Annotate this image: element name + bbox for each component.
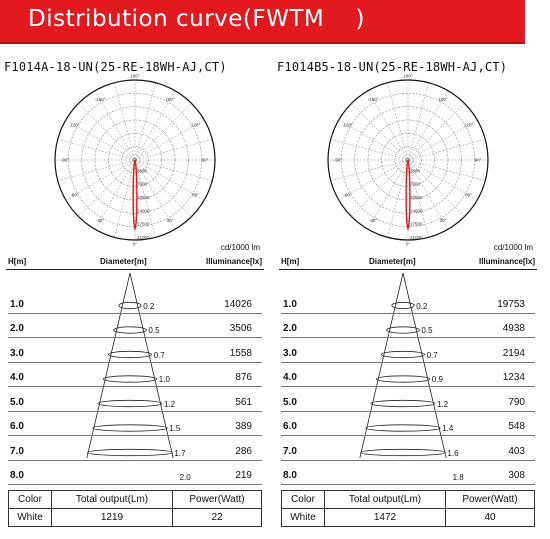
panel-left [4,60,266,538]
height-value: 2.0 [283,323,297,334]
diameter-value: 0.7 [153,350,165,360]
row-divider [281,460,535,461]
diameter-value: 0.2 [143,301,155,311]
illuminance-value: 219 [235,470,252,481]
polar-scale-label: 21000 [137,235,150,240]
height-value: 7.0 [10,445,24,457]
polar-angle-label: 30° [166,218,174,224]
diameter-value: 1.2 [164,399,176,409]
height-header: H[m] [281,257,300,266]
power-label: Power(Watt) [173,491,262,509]
height-value: 6.0 [283,421,297,432]
row-divider [8,435,262,436]
cone-ring [114,327,147,333]
height-value: 8.0 [283,470,297,481]
light-cone-diagram [4,268,266,458]
diameter-value: 1.5 [169,424,181,433]
cone-ring [371,400,435,406]
color-label: Color [9,491,52,509]
height-value: 4.0 [10,372,24,383]
height-value: 1.0 [10,298,24,310]
row-divider [281,362,535,363]
polar-angle-label: 150° [165,96,175,102]
diameter-value: 1.7 [174,448,186,458]
cone-ring [88,449,173,455]
model-name: F1014A-18-UN(25-RE-18WH-AJ,CT) [4,60,227,74]
polar-angle-label: -120° [341,122,353,128]
illuminance-value: 389 [235,421,252,432]
height-value: 8.0 [10,470,24,481]
polar-angle-label: 60° [465,192,473,198]
polar-angle-label: -150° [94,96,106,102]
light-cone-diagram [277,268,539,458]
polar-angle-label: 0° [132,241,138,247]
height-header: H[m] [8,257,27,266]
polar-angle-label: -60° [343,192,352,198]
illuminance-value: 19753 [497,298,525,310]
color-value: White [282,509,325,527]
polar-angle-label: 120° [190,122,201,128]
row-divider [281,386,535,387]
row-divider [8,484,262,485]
polar-angle-label: 180° [130,73,140,79]
diameter-value: 0.5 [421,326,433,335]
illuminance-value: 1234 [502,372,525,383]
polar-angle-label: 150° [438,96,448,102]
polar-scale-label: 17500 [137,221,150,227]
polar-angle-label: -30° [95,218,105,224]
diameter-value: 1.8 [452,473,464,482]
polar-angle-label: -30° [368,218,378,224]
diameter-value: 0.7 [426,350,438,360]
row-divider [281,411,535,412]
height-value: 6.0 [10,421,24,432]
height-value: 5.0 [283,396,297,408]
polar-angle-label: 180° [403,73,413,79]
polar-angle-label: -60° [70,192,79,198]
page-title: Distribution curve(FWTM ) [28,6,365,32]
diameter-value: 0.5 [148,326,160,335]
diameter-value: 1.6 [447,448,459,458]
diameter-value: 0.9 [431,375,443,384]
row-divider [281,337,535,338]
polar-scale-label: 17500 [410,221,423,227]
panel-right [277,60,539,538]
height-value: 3.0 [10,347,24,359]
illuminance-value: 876 [235,372,252,383]
color-value: White [9,509,52,527]
row-divider [8,411,262,412]
polar-distribution-chart [281,72,535,248]
model-name: F1014B5-18-UN(25-RE-18WH-AJ,CT) [277,60,508,74]
illuminance-value: 561 [235,396,252,408]
illuminance-value: 3506 [229,323,252,334]
spec-table [8,490,262,527]
height-value: 4.0 [283,372,297,383]
polar-scale-label: 14000 [410,208,423,214]
color-label: Color [282,491,325,509]
cone-ring [381,351,424,357]
cone-ring [98,400,162,406]
polar-angle-label: 0° [405,241,411,247]
row-divider [281,484,535,485]
row-divider [8,313,262,314]
cone-ring [93,425,167,431]
polar-distribution-chart [8,72,262,248]
illuminance-value: 14026 [224,298,252,310]
row-divider [8,337,262,338]
polar-scale-label: 3500 [137,168,148,174]
polar-angle-label: 90° [201,157,209,163]
illuminance-value: 4938 [502,323,525,334]
power-label: Power(Watt) [446,491,535,509]
diameter-value: 1.4 [442,424,454,433]
diameter-value: 1.2 [437,399,449,409]
row-divider [281,313,535,314]
height-value: 2.0 [10,323,24,334]
polar-scale-label: 10500 [137,195,150,200]
illuminance-value: 308 [508,470,525,481]
title-banner [0,0,525,44]
illuminance-value: 790 [508,396,525,408]
row-divider [8,460,262,461]
illuminance-value: 548 [508,421,525,432]
row-divider [8,386,262,387]
cone-ring [361,449,446,455]
height-value: 1.0 [283,298,297,310]
output-label: Total output(Lm) [52,491,173,509]
cone-ring [103,376,157,382]
cone-ring [108,351,151,357]
spec-table [281,490,535,527]
illuminance-value: 403 [508,445,525,457]
illuminance-value: 286 [235,445,252,457]
polar-scale-label: 14000 [137,208,150,214]
cone-ring [366,425,440,431]
polar-angle-label: 120° [463,122,474,128]
illuminance-value: 2194 [502,347,525,359]
diameter-value: 1.0 [158,375,170,384]
polar-angle-label: -90° [60,157,70,163]
row-divider [281,435,535,436]
polar-scale-label: 10500 [410,195,423,200]
diameter-header: Diameter[m] [369,257,416,266]
diameter-value: 0.2 [416,301,428,311]
unit-label: cd/1000 lm [220,243,260,252]
illuminance-header: Illuminance[lx] [205,257,262,266]
polar-angle-label: 60° [192,192,200,198]
height-value: 7.0 [283,445,297,457]
unit-label: cd/1000 lm [493,243,533,252]
power-value: 40 [446,509,535,527]
output-value: 1472 [325,509,446,527]
polar-scale-label: 7000 [410,181,421,187]
diameter-value: 2.0 [179,473,191,482]
illuminance-value: 1558 [229,347,252,359]
polar-angle-label: -150° [367,96,379,102]
polar-angle-label: 30° [439,218,447,224]
cone-ring [376,376,430,382]
polar-scale-label: 3500 [410,168,421,174]
power-value: 22 [173,509,262,527]
polar-angle-label: -120° [68,122,80,128]
illuminance-header: Illuminance[lx] [478,257,535,266]
polar-scale-label: 7000 [137,181,148,187]
cone-ring [387,327,420,333]
height-value: 3.0 [283,347,297,359]
polar-angle-label: -90° [333,157,343,163]
polar-angle-label: 90° [474,157,482,163]
output-label: Total output(Lm) [325,491,446,509]
output-value: 1219 [52,509,173,527]
height-value: 5.0 [10,396,24,408]
polar-scale-label: 21000 [410,235,423,240]
row-divider [8,362,262,363]
diameter-header: Diameter[m] [100,257,147,266]
